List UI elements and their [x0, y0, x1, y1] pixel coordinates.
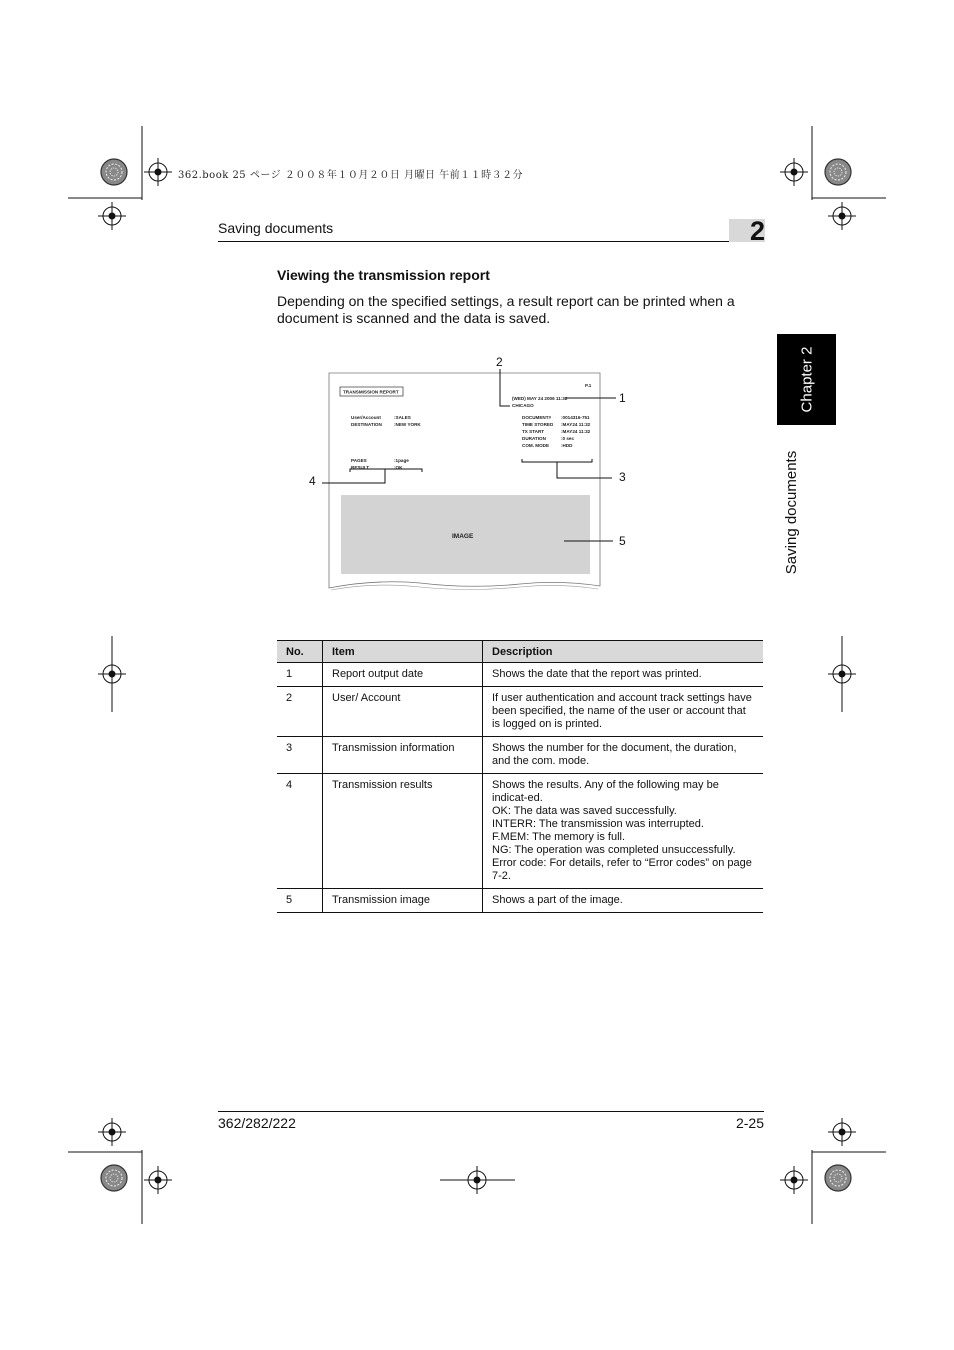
section-side-label	[777, 432, 807, 592]
cell-item: User/ Account	[323, 687, 483, 737]
report-heading: TRANSMISSION REPORT	[343, 389, 399, 395]
report-duration-label: DURATION	[522, 436, 546, 441]
callout-4: 4	[309, 474, 316, 488]
report-image-label: IMAGE	[452, 533, 474, 540]
cell-no: 2	[277, 687, 323, 737]
header-rule	[218, 241, 764, 242]
report-stored-label: TIME STORED	[522, 422, 554, 427]
intro-paragraph: Depending on the specified settings, a result report can be printed when a document is scanned and the data is saved.	[277, 293, 735, 326]
chapter-side-tab-label	[777, 334, 836, 425]
table-row	[277, 774, 763, 889]
table-row	[277, 889, 763, 913]
cell-item: Report output date	[323, 663, 483, 687]
description-line: If user authentication and account track settings have been specified, the name of the user or account that is logged on is printed.	[492, 692, 752, 730]
table-row	[277, 737, 763, 774]
section-tab-text: Saving documents	[783, 450, 801, 574]
report-pages-label: PAGES	[351, 458, 367, 463]
description-line: Shows the date that the report was printed.	[492, 668, 702, 680]
print-metadata: 362.book 25 ページ ２００８年１０月２０日 月曜日 午前１１時３２分	[178, 170, 524, 181]
description-line: Shows the results. Any of the following may be indicat-ed.	[492, 779, 719, 804]
column-header-no: No.	[277, 641, 323, 663]
running-header-title: Saving documents	[218, 220, 334, 236]
report-date-line: (WED) MAY 24 2006 11:32	[512, 396, 568, 401]
report-txstart-value: :MAY24 11:32	[561, 429, 591, 434]
cell-description	[483, 663, 764, 687]
report-page-no: P.1	[585, 383, 592, 388]
report-items-table	[277, 640, 763, 913]
report-result-label: RESULT	[351, 465, 370, 470]
cell-no: 3	[277, 737, 323, 774]
description-line: F.MEM: The memory is full.	[492, 831, 626, 843]
report-user-label: User/Account	[351, 415, 381, 420]
footer-rule	[218, 1111, 764, 1112]
table-row	[277, 663, 763, 687]
report-pages-value: :1page	[394, 458, 409, 463]
chapter-number: 2	[749, 216, 765, 246]
cell-description	[483, 774, 764, 889]
table-row	[277, 687, 763, 737]
report-commode-label: COM. MODE	[522, 443, 550, 448]
description-line: NG: The operation was completed unsuccessfully.	[492, 844, 736, 856]
cell-description	[483, 737, 764, 774]
column-header-item: Item	[323, 641, 483, 663]
cell-description	[483, 889, 764, 913]
report-dest-label: DESTINATION	[351, 422, 382, 427]
cell-item: Transmission results	[323, 774, 483, 889]
cell-item: Transmission image	[323, 889, 483, 913]
transmission-report-diagram	[300, 350, 640, 600]
cell-no: 4	[277, 774, 323, 889]
description-line: Error code: For details, refer to “Error codes” on page 7-2.	[492, 857, 752, 882]
cell-no: 1	[277, 663, 323, 687]
report-txstart-label: TX START	[522, 429, 545, 434]
chapter-tab-text: Chapter 2	[798, 346, 815, 413]
cell-no: 5	[277, 889, 323, 913]
report-user-value: :SALES	[394, 415, 411, 420]
section-title: Viewing the transmission report	[277, 267, 490, 283]
report-dest-value: :NEW YORK	[394, 422, 421, 427]
report-location: CHICAGO	[512, 403, 534, 408]
report-result-value: :OK	[394, 465, 403, 470]
column-header-description: Description	[483, 641, 764, 663]
footer-model-numbers: 362/282/222	[218, 1115, 296, 1131]
cell-description	[483, 687, 764, 737]
callout-5: 5	[619, 534, 626, 548]
report-doc-value: :0014316-751	[561, 415, 590, 420]
report-duration-value: :0 sec	[561, 436, 575, 441]
report-stored-value: :MAY24 11:32	[561, 422, 591, 427]
table-header-row	[277, 641, 763, 663]
footer-page-number: 2-25	[735, 1115, 764, 1131]
description-line: Shows a part of the image.	[492, 894, 623, 906]
report-doc-label: DOCUMENT#	[522, 415, 552, 420]
callout-3: 3	[619, 470, 626, 484]
callout-2: 2	[496, 355, 503, 369]
description-line: Shows the number for the document, the duration, and the com. mode.	[492, 742, 737, 767]
description-line: INTERR: The transmission was interrupted.	[492, 818, 704, 830]
cell-item: Transmission information	[323, 737, 483, 774]
callout-1: 1	[619, 391, 626, 405]
report-commode-value: :HDD	[561, 443, 573, 448]
description-line: OK: The data was saved successfully.	[492, 805, 677, 817]
